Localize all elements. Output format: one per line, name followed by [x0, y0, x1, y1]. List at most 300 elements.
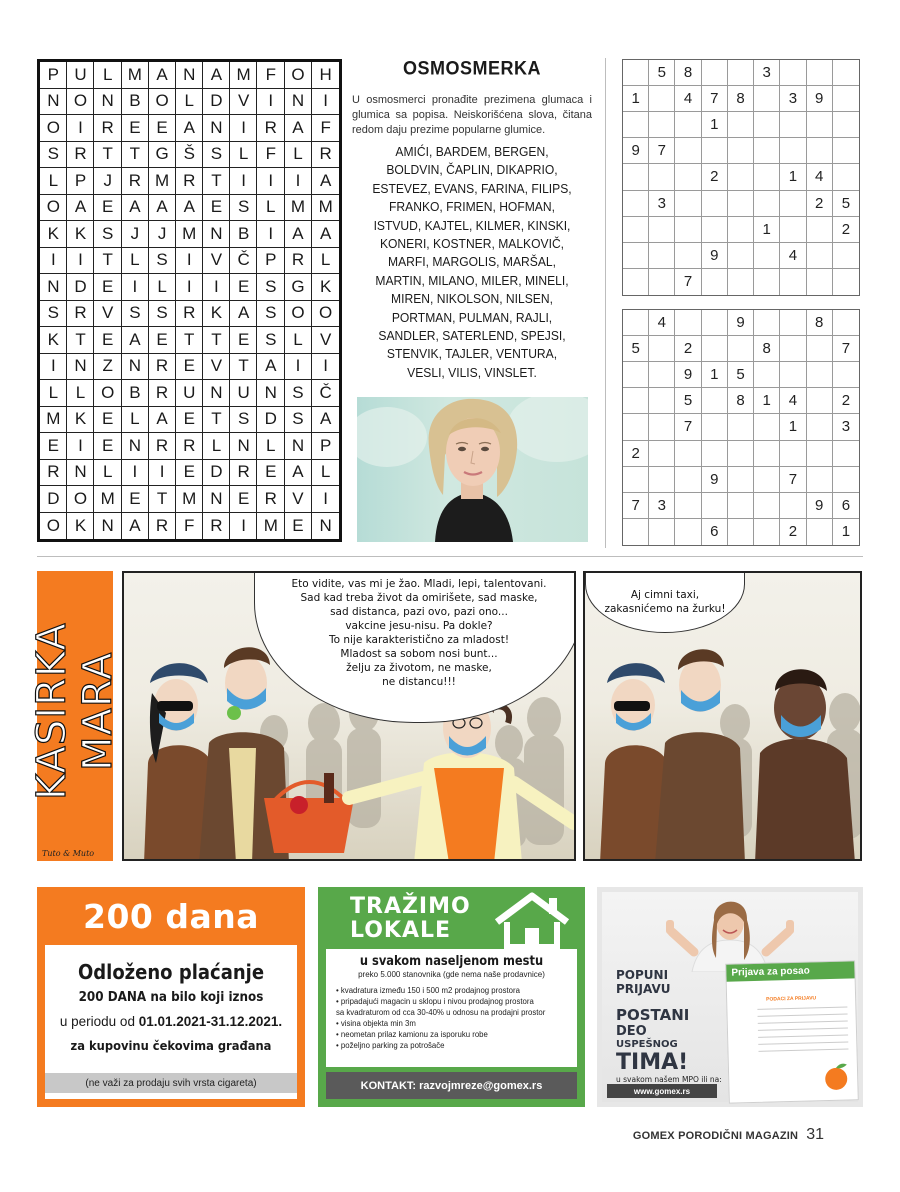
sudoku-cell[interactable]: 9 — [702, 467, 728, 493]
wordsearch-cell: M — [285, 195, 312, 222]
wordsearch-cell: P — [67, 168, 94, 195]
sudoku-cell[interactable] — [649, 112, 675, 138]
sudoku-cell[interactable] — [728, 217, 754, 243]
form-subtitle: PODACI ZA PRIJAVU — [766, 995, 817, 1003]
sudoku-cell[interactable] — [807, 362, 833, 388]
wordsearch-cell: H — [312, 62, 339, 89]
sudoku-cell[interactable]: 8 — [675, 60, 701, 86]
magazine-name: GOMEX PORODIČNI MAGAZIN — [632, 1130, 799, 1142]
sudoku-cell[interactable] — [675, 191, 701, 217]
sudoku-cell[interactable]: 1 — [754, 217, 780, 243]
sudoku-cell[interactable]: 5 — [728, 362, 754, 388]
wordsearch-cell: K — [312, 274, 339, 301]
sudoku-cell[interactable]: 9 — [675, 362, 701, 388]
word-list-line: SANDLER, SATERLEND, SPEJSI, — [378, 328, 566, 344]
wordsearch-cell: L — [40, 380, 67, 407]
wordsearch-cell: N — [94, 513, 121, 540]
sudoku-cell[interactable] — [649, 519, 675, 545]
sudoku-cell[interactable] — [833, 112, 859, 138]
sudoku-cell[interactable] — [754, 362, 780, 388]
wordsearch-cell: P — [257, 248, 284, 275]
sudoku-cell[interactable] — [754, 269, 780, 295]
sudoku-cell[interactable] — [833, 243, 859, 269]
wordsearch-cell: V — [230, 89, 257, 116]
sudoku-cell[interactable] — [649, 441, 675, 467]
sudoku-cell[interactable]: 9 — [623, 138, 649, 164]
sudoku-cell[interactable]: 4 — [649, 310, 675, 336]
wordsearch-cell: T — [94, 142, 121, 169]
sudoku-cell[interactable] — [623, 164, 649, 190]
wordsearch-cell: F — [257, 142, 284, 169]
ad1-period-prefix: u periodu od — [59, 1014, 135, 1029]
sudoku-cell[interactable] — [833, 86, 859, 112]
sudoku-cell[interactable] — [649, 269, 675, 295]
sudoku-cell[interactable] — [623, 388, 649, 414]
comic-panel-2 — [583, 571, 862, 861]
sudoku-cell[interactable] — [675, 138, 701, 164]
sudoku-cell[interactable]: 2 — [833, 388, 859, 414]
sudoku-cell[interactable] — [780, 138, 806, 164]
ad1-content-box — [45, 945, 297, 1099]
requirement-item: • neometan prilaz kamionu za isporuku robe — [336, 1029, 577, 1040]
sudoku-cell[interactable]: 7 — [833, 336, 859, 362]
sudoku-cell[interactable] — [728, 191, 754, 217]
sudoku-cell[interactable] — [649, 86, 675, 112]
wordsearch-cell: N — [203, 486, 230, 513]
wordsearch-cell: N — [94, 89, 121, 116]
wordsearch-cell: I — [285, 354, 312, 381]
sudoku-cell[interactable] — [754, 467, 780, 493]
sudoku-cell[interactable]: 1 — [841, 523, 851, 541]
wordsearch-cell: Č — [230, 248, 257, 275]
wordsearch-cell: J — [122, 221, 149, 248]
sudoku-cell[interactable] — [754, 493, 780, 519]
wordsearch-cell: I — [257, 168, 284, 195]
sudoku-cell[interactable]: 3 — [754, 60, 780, 86]
sudoku-cell[interactable] — [728, 269, 754, 295]
sudoku-cell[interactable] — [780, 217, 806, 243]
sudoku-cell[interactable] — [649, 414, 675, 440]
sudoku-cell[interactable] — [754, 191, 780, 217]
wordsearch-cell: B — [122, 89, 149, 116]
sudoku-cell[interactable] — [702, 269, 728, 295]
sudoku-cell[interactable] — [649, 336, 675, 362]
sudoku-cell[interactable] — [780, 441, 806, 467]
sudoku-cell[interactable] — [807, 60, 833, 86]
ad-deferred-payment — [37, 887, 305, 1107]
wordsearch-cell: A — [312, 221, 339, 248]
wordsearch-cell: L — [285, 327, 312, 354]
sudoku-cell[interactable] — [780, 269, 806, 295]
wordsearch-cell: I — [312, 89, 339, 116]
wordsearch-cell: U — [176, 380, 203, 407]
sudoku-cell[interactable] — [675, 217, 701, 243]
wordsearch-cell: V — [203, 248, 230, 275]
requirement-item: • poželjno parking za potrošače — [336, 1040, 577, 1051]
sudoku-cell[interactable] — [807, 336, 833, 362]
wordsearch-cell: A — [176, 195, 203, 222]
sudoku-cell[interactable] — [649, 467, 675, 493]
sudoku-cell[interactable] — [780, 60, 806, 86]
sudoku-cell[interactable] — [833, 310, 859, 336]
wordsearch-cell: M — [176, 221, 203, 248]
sudoku-cell[interactable] — [728, 164, 754, 190]
house-icon — [493, 892, 571, 950]
sudoku-cell[interactable] — [623, 243, 649, 269]
wordsearch-cell: R — [176, 168, 203, 195]
wordsearch-cell: A — [257, 354, 284, 381]
wordsearch-cell: Č — [312, 380, 339, 407]
sudoku-cell[interactable] — [623, 269, 649, 295]
ad1-period — [45, 1014, 297, 1029]
wordsearch-cell: K — [40, 327, 67, 354]
sudoku-cell[interactable]: 6 — [702, 519, 728, 545]
wordsearch-cell: M — [122, 62, 149, 89]
wordsearch-cell: R — [67, 301, 94, 328]
sudoku-cell[interactable] — [702, 414, 728, 440]
wordsearch-cell: O — [40, 115, 67, 142]
sudoku-cell[interactable] — [754, 138, 780, 164]
wordsearch-cell: N — [203, 221, 230, 248]
wordsearch-cell: T — [94, 248, 121, 275]
wordsearch-cell: O — [149, 89, 176, 116]
word-list-line: PORTMAN, PULMAN, RAJLI, — [391, 309, 553, 325]
sudoku-cell[interactable] — [780, 336, 806, 362]
wordsearch-cell: L — [176, 89, 203, 116]
sudoku-cell[interactable] — [728, 519, 754, 545]
sudoku-cell[interactable] — [807, 243, 833, 269]
sudoku-cell[interactable]: 1 — [702, 112, 728, 138]
ad2-headline-line2: LOKALE — [350, 918, 452, 943]
wordsearch-cell: R — [312, 142, 339, 169]
sudoku-cell[interactable] — [675, 519, 701, 545]
form-title: Prijava za posao — [726, 961, 854, 981]
wordsearch-cell: O — [40, 513, 67, 540]
wordsearch-cell: S — [230, 407, 257, 434]
ad2-subtitle2: preko 5.000 stanovnika (gde nema naše prodavnice) — [358, 970, 545, 979]
sudoku-cell[interactable]: 8 — [728, 388, 754, 414]
page-number: 31 — [806, 1126, 824, 1143]
sudoku-cell[interactable] — [833, 164, 859, 190]
sudoku-grid-2 — [622, 309, 860, 546]
sudoku-cell[interactable] — [754, 310, 780, 336]
sudoku-cell[interactable] — [675, 310, 701, 336]
sudoku-cell[interactable] — [807, 519, 833, 545]
wordsearch-cell: A — [176, 115, 203, 142]
word-list-line: FRANKO, FRIMEN, HOFMAN, — [389, 199, 555, 215]
sudoku-cell[interactable] — [754, 519, 780, 545]
sudoku-cell[interactable]: 5 — [833, 191, 859, 217]
wordsearch-cell: I — [67, 433, 94, 460]
sudoku-cell[interactable]: 8 — [807, 310, 833, 336]
wordsearch-cell: S — [285, 380, 312, 407]
wordsearch-cell: M — [94, 486, 121, 513]
sudoku-cell[interactable] — [649, 217, 675, 243]
sudoku-cell[interactable] — [754, 164, 780, 190]
wordsearch-cell: N — [319, 515, 332, 535]
sudoku-cell[interactable]: 7 — [780, 467, 806, 493]
wordsearch-cell: V — [94, 301, 121, 328]
wordsearch-cell: A — [149, 407, 176, 434]
sudoku-cell[interactable]: 4 — [675, 86, 701, 112]
wordsearch-cell: R — [40, 460, 67, 487]
wordsearch-cell: I — [230, 115, 257, 142]
sudoku-cell[interactable] — [728, 441, 754, 467]
ad3-line4: DEO — [616, 1024, 647, 1039]
sudoku-cell[interactable] — [623, 362, 649, 388]
sudoku-cell[interactable] — [833, 362, 859, 388]
sudoku-cell[interactable] — [623, 519, 649, 545]
sudoku-cell[interactable]: 8 — [754, 336, 780, 362]
sudoku-cell[interactable]: 3 — [780, 86, 806, 112]
wordsearch-cell: D — [203, 89, 230, 116]
sudoku-cell[interactable] — [780, 310, 806, 336]
wordsearch-cell: N — [203, 380, 230, 407]
requirement-item: • visina objekta min 3m — [336, 1018, 577, 1029]
sudoku-cell[interactable] — [728, 112, 754, 138]
sudoku-cell[interactable] — [702, 388, 728, 414]
sudoku-cell[interactable] — [754, 414, 780, 440]
sudoku-cell[interactable] — [623, 310, 649, 336]
sudoku-cell[interactable]: 7 — [623, 493, 649, 519]
wordsearch-cell: K — [203, 301, 230, 328]
wordsearch-cell: S — [149, 301, 176, 328]
sudoku-cell[interactable] — [807, 388, 833, 414]
sudoku-cell[interactable] — [807, 441, 833, 467]
wordsearch-cell: L — [203, 433, 230, 460]
sudoku-cell[interactable] — [649, 243, 675, 269]
wordsearch-cell: E — [122, 486, 149, 513]
sudoku-cell[interactable]: 6 — [833, 493, 859, 519]
sudoku-cell[interactable] — [728, 336, 754, 362]
sudoku-cell[interactable] — [675, 493, 701, 519]
ad3-line1: POPUNI — [616, 968, 669, 982]
sudoku-cell[interactable]: 7 — [675, 269, 701, 295]
comic-title-strip — [29, 571, 121, 861]
sudoku-cell[interactable]: 1 — [702, 362, 728, 388]
sudoku-cell[interactable]: 9 — [807, 493, 833, 519]
sudoku-cell[interactable] — [675, 164, 701, 190]
sudoku-cell[interactable]: 1 — [754, 388, 780, 414]
wordsearch-cell: G — [285, 274, 312, 301]
sudoku-cell[interactable] — [649, 362, 675, 388]
wordsearch-cell: K — [67, 407, 94, 434]
wordsearch-cell: E — [176, 407, 203, 434]
ad1-line1: 200 DANA na bilo koji iznos — [78, 990, 264, 1005]
wordsearch-cell: Š — [176, 142, 203, 169]
actress-photo — [357, 397, 588, 542]
sudoku-cell[interactable] — [807, 269, 833, 295]
wordsearch-cell: M — [40, 407, 67, 434]
sudoku-cell[interactable] — [649, 164, 675, 190]
wordsearch-cell: D — [40, 486, 67, 513]
sudoku-cell[interactable]: 2 — [780, 519, 806, 545]
sudoku-cell[interactable]: 1 — [780, 414, 806, 440]
wordsearch-cell: S — [122, 301, 149, 328]
word-list-line: BOLDVIN, ČAPLIN, DIKAPRIO, — [386, 162, 558, 178]
sudoku-cell[interactable] — [833, 138, 859, 164]
sudoku-cell[interactable] — [833, 441, 859, 467]
sudoku-cell[interactable]: 4 — [780, 388, 806, 414]
ad2-contact[interactable]: KONTAKT: razvojmreze@gomex.rs — [326, 1072, 577, 1099]
wordsearch-cell: A — [122, 195, 149, 222]
sudoku-cell[interactable]: 9 — [702, 243, 728, 269]
job-application-form — [725, 960, 859, 1103]
speech-line: zakasnićemo na žurku! — [604, 603, 726, 615]
wordsearch-cell: T — [203, 168, 230, 195]
sudoku-cell[interactable] — [807, 467, 833, 493]
sudoku-cell[interactable] — [728, 414, 754, 440]
sudoku-cell[interactable]: 8 — [728, 86, 754, 112]
sudoku-grid-1 — [622, 59, 860, 296]
osmosmerka-word-list — [360, 143, 583, 382]
wordsearch-cell: R — [94, 115, 121, 142]
wordsearch-cell: L — [40, 168, 67, 195]
sudoku-cell[interactable]: 5 — [649, 60, 675, 86]
sudoku-cell[interactable]: 2 — [623, 441, 649, 467]
sudoku-cell[interactable] — [833, 467, 859, 493]
sudoku-cell[interactable]: 3 — [649, 191, 675, 217]
wordsearch-cell: S — [257, 274, 284, 301]
sudoku-cell[interactable] — [780, 493, 806, 519]
wordsearch-cell: N — [122, 354, 149, 381]
sudoku-cell[interactable] — [780, 112, 806, 138]
sudoku-cell[interactable] — [807, 217, 833, 243]
sudoku-cell[interactable] — [675, 243, 701, 269]
speech-line: Mladost sa sobom nosi bunt... — [340, 648, 498, 660]
wordsearch-cell: R — [285, 248, 312, 275]
sudoku-cell[interactable] — [754, 441, 780, 467]
sudoku-cell[interactable]: 2 — [702, 164, 728, 190]
sudoku-cell[interactable]: 7 — [649, 138, 675, 164]
sudoku-cell[interactable] — [675, 441, 701, 467]
sudoku-cell[interactable] — [728, 467, 754, 493]
sudoku-cell[interactable] — [623, 112, 649, 138]
sudoku-cell[interactable]: 1 — [623, 86, 649, 112]
ad3-website[interactable]: www.gomex.rs — [607, 1084, 717, 1098]
sudoku-cell[interactable] — [780, 362, 806, 388]
wordsearch-cell: E — [94, 327, 121, 354]
wordsearch-cell: N — [257, 380, 284, 407]
wordsearch-cell: L — [312, 460, 339, 487]
sudoku-cell[interactable] — [623, 414, 649, 440]
sudoku-cell[interactable] — [702, 191, 728, 217]
sudoku-cell[interactable] — [702, 441, 728, 467]
form-line — [758, 1021, 848, 1024]
wordsearch-cell: T — [67, 327, 94, 354]
sudoku-cell[interactable]: 2 — [675, 336, 701, 362]
wordsearch-cell: R — [176, 301, 203, 328]
sudoku-cell[interactable]: 9 — [807, 86, 833, 112]
wordsearch-cell: I — [203, 274, 230, 301]
sudoku-cell[interactable] — [649, 388, 675, 414]
form-line — [758, 1035, 848, 1038]
sudoku-cell[interactable] — [675, 112, 701, 138]
sudoku-cell[interactable] — [780, 191, 806, 217]
wordsearch-cell: M — [230, 62, 257, 89]
wordsearch-cell: V — [312, 327, 339, 354]
sudoku-cell[interactable] — [623, 217, 649, 243]
sudoku-cell[interactable] — [807, 138, 833, 164]
wordsearch-cell: I — [67, 248, 94, 275]
ad2-subtitle: u svakom naseljenom mestu — [359, 954, 544, 969]
sudoku-cell[interactable] — [623, 467, 649, 493]
wordsearch-cell: J — [149, 221, 176, 248]
sudoku-cell[interactable] — [702, 217, 728, 243]
sudoku-cell[interactable]: 4 — [807, 164, 833, 190]
sudoku-cell[interactable] — [623, 60, 649, 86]
wordsearch-cell: U — [230, 380, 257, 407]
ad1-title: Odloženo plaćanje — [77, 960, 265, 984]
sudoku-cell[interactable] — [754, 86, 780, 112]
sudoku-cell[interactable] — [728, 243, 754, 269]
sudoku-cell[interactable]: 7 — [675, 414, 701, 440]
wordsearch-cell: S — [257, 327, 284, 354]
wordsearch-cell: O — [94, 380, 121, 407]
sudoku-cell[interactable]: 3 — [649, 493, 675, 519]
wordsearch-cell: L — [122, 248, 149, 275]
wordsearch-cell: E — [230, 486, 257, 513]
sudoku-cell[interactable] — [754, 243, 780, 269]
comic-signature: Tuto & Muto — [42, 849, 95, 858]
osmosmerka-title: OSMOSMERKA — [402, 56, 541, 79]
sudoku-cell[interactable]: 4 — [780, 243, 806, 269]
sudoku-cell[interactable] — [833, 60, 859, 86]
sudoku-cell[interactable] — [623, 191, 649, 217]
wordsearch-cell: L — [122, 407, 149, 434]
wordsearch-cell: L — [94, 460, 121, 487]
wordsearch-cell: I — [176, 274, 203, 301]
sudoku-cell[interactable] — [702, 336, 728, 362]
sudoku-cell[interactable]: 9 — [728, 310, 754, 336]
sudoku-cell[interactable]: 5 — [675, 388, 701, 414]
wordsearch-cell: A — [149, 195, 176, 222]
sudoku-cell[interactable] — [702, 60, 728, 86]
sudoku-cell[interactable] — [702, 493, 728, 519]
sudoku-cell[interactable] — [728, 493, 754, 519]
wordsearch-cell: L — [285, 142, 312, 169]
ad3-background — [602, 892, 858, 1102]
wordsearch-cell: U — [67, 62, 94, 89]
wordsearch-cell: N — [40, 89, 67, 116]
sudoku-cell[interactable] — [702, 138, 728, 164]
sudoku-cell[interactable] — [702, 310, 728, 336]
sudoku-cell[interactable]: 1 — [780, 164, 806, 190]
sudoku-cell[interactable]: 7 — [702, 86, 728, 112]
ad1-period-dates: 01.01.2021-31.12.2021. — [138, 1014, 283, 1029]
wordsearch-grid — [37, 59, 342, 542]
sudoku-cell[interactable]: 3 — [833, 414, 859, 440]
sudoku-cell[interactable]: 2 — [833, 217, 859, 243]
speech-line: To nije karakteristično za mladost! — [328, 634, 510, 646]
wordsearch-cell: A — [285, 221, 312, 248]
ad3-line7: u svakom našem MPO ili na: — [616, 1075, 722, 1084]
sudoku-cell[interactable] — [833, 269, 859, 295]
sudoku-cell[interactable] — [807, 112, 833, 138]
sudoku-cell[interactable] — [675, 467, 701, 493]
sudoku-cell[interactable] — [807, 414, 833, 440]
sudoku-cell[interactable]: 2 — [807, 191, 833, 217]
sudoku-cell[interactable] — [728, 60, 754, 86]
wordsearch-cell: T — [176, 327, 203, 354]
wordsearch-cell: T — [203, 407, 230, 434]
sudoku-cell[interactable] — [728, 138, 754, 164]
sudoku-cell[interactable]: 5 — [623, 336, 649, 362]
wordsearch-cell: I — [230, 513, 257, 540]
form-line — [757, 1007, 847, 1010]
wordsearch-cell: O — [67, 486, 94, 513]
sudoku-cell[interactable] — [754, 112, 780, 138]
